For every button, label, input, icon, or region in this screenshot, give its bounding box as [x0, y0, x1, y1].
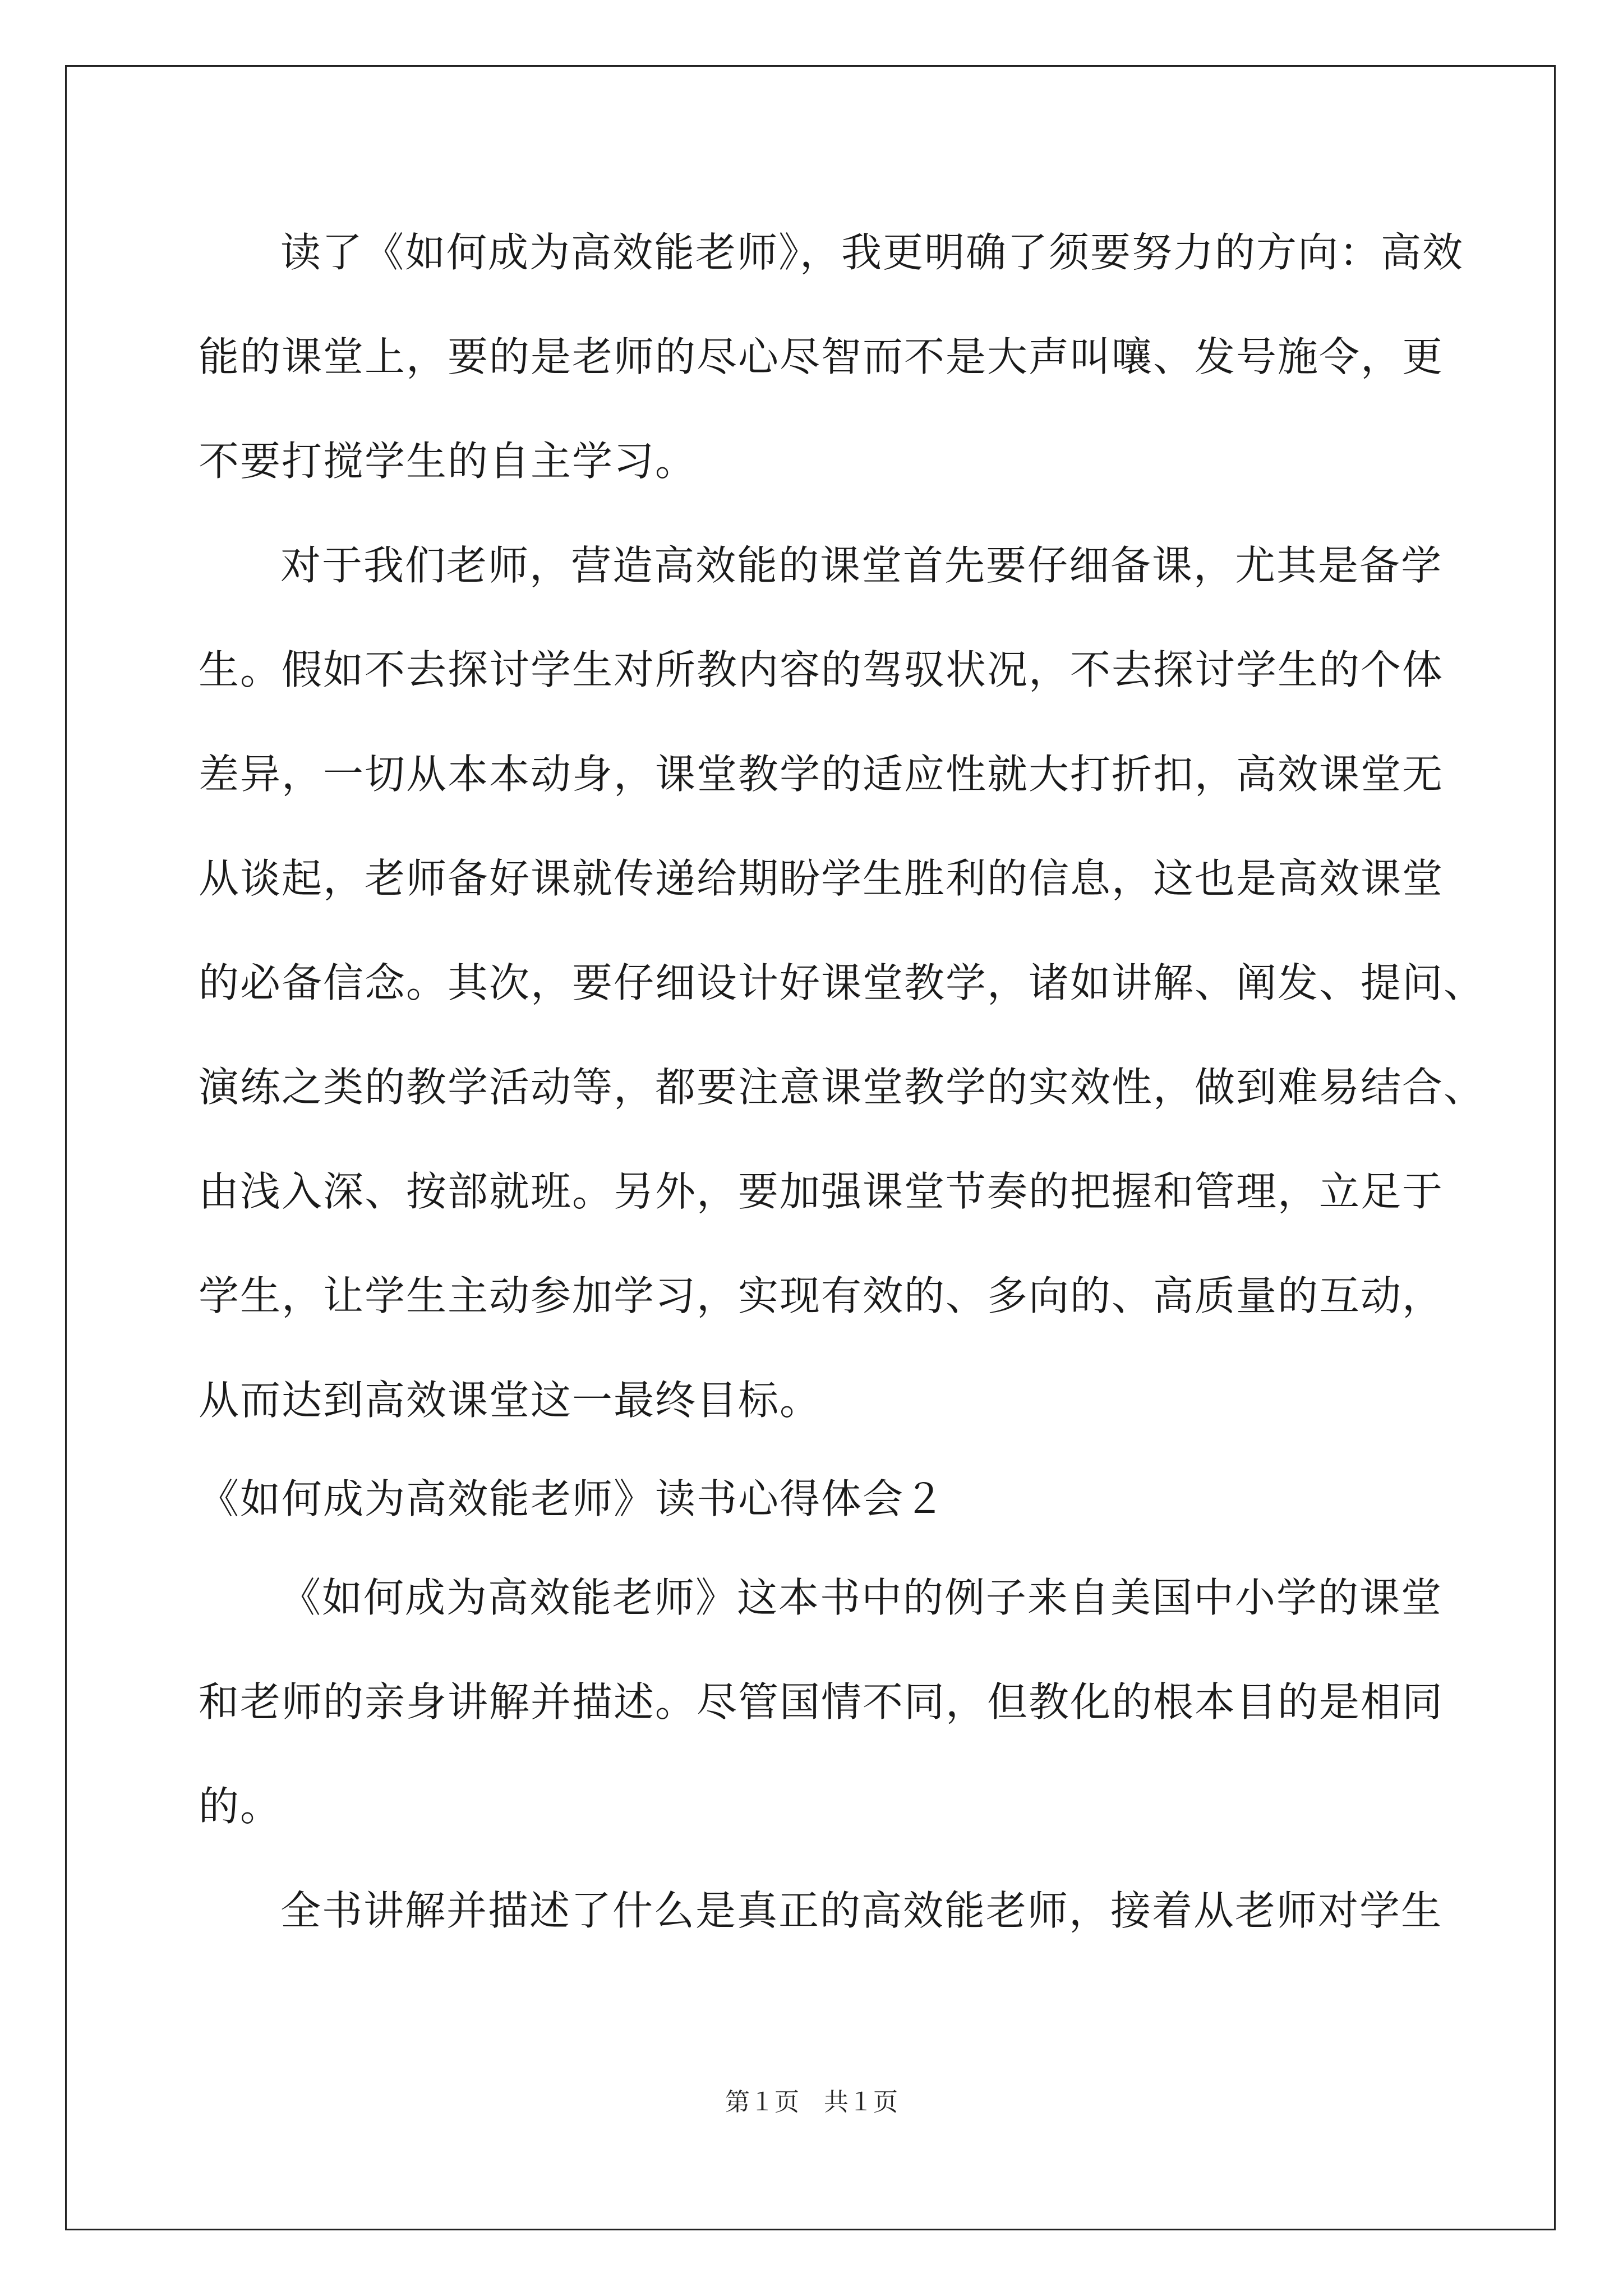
paragraph-4-line-1: 全书讲解并描述了什么是真正的高效能老师，接着从老师对学生	[280, 1887, 1443, 1934]
paragraph-3-line-3: 的。	[199, 1783, 282, 1830]
paragraph-1-line-2: 能的课堂上，要的是老师的尽心尽智而不是大声叫嚷、发号施令，更	[199, 333, 1444, 380]
paragraph-2-line-8: 学生，让学生主动参加学习，实现有效的、多向的、高质量的互动，	[199, 1272, 1444, 1319]
paragraph-2-line-2: 生。假如不去探讨学生对所教内容的驾驭状况，不去探讨学生的个体	[199, 646, 1444, 693]
paragraph-1-line-3: 不要打搅学生的自主学习。	[199, 438, 697, 485]
paragraph-2-line-1: 对于我们老师，营造高效能的课堂首先要仔细备课，尤其是备学	[280, 542, 1443, 589]
paragraph-2-line-7: 由浅入深、按部就班。另外，要加强课堂节奏的把握和管理，立足于	[199, 1168, 1444, 1215]
paragraph-2-line-9: 从而达到高效课堂这一最终目标。	[199, 1377, 822, 1424]
paragraph-2-line-5: 的必备信念。其次，要仔细设计好课堂教学，诸如讲解、阐发、提问、	[199, 959, 1486, 1006]
paragraph-2-line-3: 差异，一切从本本动身，课堂教学的适应性就大打折扣，高效课堂无	[199, 751, 1444, 798]
section-heading: 《如何成为高效能老师》读书心得体会２	[199, 1475, 946, 1522]
paragraph-3-line-1: 《如何成为高效能老师》这本书中的例子来自美国中小学的课堂	[280, 1574, 1443, 1621]
paragraph-2-line-4: 从谈起，老师备好课就传递给期盼学生胜利的信息，这也是高效课堂	[199, 855, 1444, 902]
paragraph-3-line-2: 和老师的亲身讲解并描述。尽管国情不同，但教化的根本目的是相同	[199, 1678, 1444, 1726]
paragraph-2-line-6: 演练之类的教学活动等，都要注意课堂教学的实效性，做到难易结合、	[199, 1064, 1486, 1111]
paragraph-1-line-1: 读了《如何成为高效能老师》，我更明确了须要努力的方向：高效	[280, 229, 1464, 276]
page-footer: 第１页 共１页	[725, 2088, 898, 2116]
